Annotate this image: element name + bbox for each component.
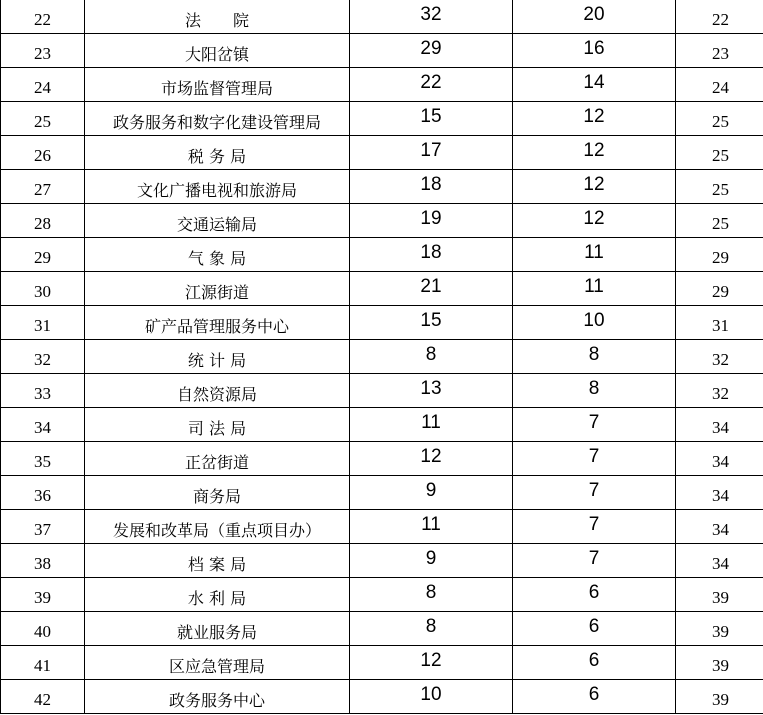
value-a: 18 [350,238,513,272]
unit-name: 自然资源局 [85,374,350,408]
rank: 31 [676,306,763,340]
unit-name: 交通运输局 [85,204,350,238]
rank: 25 [676,204,763,238]
rank: 39 [676,680,763,714]
table-row [1,510,763,544]
row-number: 39 [1,578,85,612]
value-a: 22 [350,68,513,102]
table-row [1,408,763,442]
unit-name: 统 计 局 [85,340,350,374]
value-a: 9 [350,476,513,510]
table-row [1,374,763,408]
table-row [1,272,763,306]
rank: 22 [676,0,763,34]
value-a: 8 [350,578,513,612]
value-a: 13 [350,374,513,408]
unit-name: 商务局 [85,476,350,510]
table-row [1,476,763,510]
table-row [1,306,763,340]
value-b: 14 [513,68,676,102]
unit-name: 政务服务中心 [85,680,350,714]
row-number: 31 [1,306,85,340]
unit-name: 就业服务局 [85,612,350,646]
value-a: 8 [350,612,513,646]
table-row [1,612,763,646]
ranking-table-body [1,0,763,714]
unit-name: 江源街道 [85,272,350,306]
value-a: 9 [350,544,513,578]
rank: 34 [676,442,763,476]
table-row [1,204,763,238]
unit-name: 水 利 局 [85,578,350,612]
rank: 34 [676,476,763,510]
value-b: 12 [513,204,676,238]
value-b: 10 [513,306,676,340]
row-number: 26 [1,136,85,170]
value-b: 11 [513,272,676,306]
value-a: 15 [350,102,513,136]
value-a: 12 [350,442,513,476]
table-row [1,680,763,714]
rank: 39 [676,646,763,680]
value-a: 32 [350,0,513,34]
unit-name: 正岔街道 [85,442,350,476]
rank: 23 [676,34,763,68]
row-number: 37 [1,510,85,544]
table-row [1,34,763,68]
value-b: 6 [513,646,676,680]
value-a: 18 [350,170,513,204]
unit-name: 文化广播电视和旅游局 [85,170,350,204]
value-a: 21 [350,272,513,306]
table-row [1,340,763,374]
value-b: 6 [513,680,676,714]
row-number: 42 [1,680,85,714]
table-row [1,102,763,136]
row-number: 38 [1,544,85,578]
rank: 25 [676,170,763,204]
unit-name: 司 法 局 [85,408,350,442]
rank: 32 [676,340,763,374]
table-row [1,136,763,170]
unit-name: 政务服务和数字化建设管理局 [85,102,350,136]
table-row [1,442,763,476]
value-a: 15 [350,306,513,340]
unit-name: 矿产品管理服务中心 [85,306,350,340]
table-row [1,170,763,204]
rank: 29 [676,238,763,272]
row-number: 27 [1,170,85,204]
row-number: 29 [1,238,85,272]
value-a: 10 [350,680,513,714]
rank: 24 [676,68,763,102]
unit-name: 发展和改革局（重点项目办） [85,510,350,544]
value-b: 11 [513,238,676,272]
value-a: 17 [350,136,513,170]
rank: 34 [676,544,763,578]
value-b: 20 [513,0,676,34]
value-b: 12 [513,136,676,170]
value-b: 16 [513,34,676,68]
rank: 29 [676,272,763,306]
table-row [1,544,763,578]
table-row [1,578,763,612]
row-number: 36 [1,476,85,510]
value-b: 12 [513,102,676,136]
row-number: 25 [1,102,85,136]
unit-name: 税 务 局 [85,136,350,170]
row-number: 28 [1,204,85,238]
value-b: 7 [513,442,676,476]
unit-name: 气 象 局 [85,238,350,272]
rank: 39 [676,578,763,612]
value-a: 19 [350,204,513,238]
row-number: 40 [1,612,85,646]
rank: 25 [676,102,763,136]
unit-name: 档 案 局 [85,544,350,578]
value-b: 8 [513,374,676,408]
row-number: 22 [1,0,85,34]
value-b: 8 [513,340,676,374]
rank: 32 [676,374,763,408]
table-row [1,0,763,34]
value-b: 6 [513,612,676,646]
table-row [1,68,763,102]
row-number: 41 [1,646,85,680]
unit-name: 法 院 [85,0,350,34]
table-row [1,646,763,680]
value-b: 6 [513,578,676,612]
unit-name: 大阳岔镇 [85,34,350,68]
row-number: 24 [1,68,85,102]
value-b: 7 [513,510,676,544]
unit-name: 市场监督管理局 [85,68,350,102]
rank: 39 [676,612,763,646]
value-b: 12 [513,170,676,204]
value-b: 7 [513,544,676,578]
row-number: 30 [1,272,85,306]
value-b: 7 [513,476,676,510]
row-number: 33 [1,374,85,408]
row-number: 32 [1,340,85,374]
row-number: 34 [1,408,85,442]
rank: 34 [676,408,763,442]
rank: 25 [676,136,763,170]
unit-name: 区应急管理局 [85,646,350,680]
value-a: 12 [350,646,513,680]
value-a: 11 [350,510,513,544]
value-a: 11 [350,408,513,442]
rank: 34 [676,510,763,544]
value-a: 8 [350,340,513,374]
row-number: 35 [1,442,85,476]
table-row [1,238,763,272]
row-number: 23 [1,34,85,68]
value-b: 7 [513,408,676,442]
value-a: 29 [350,34,513,68]
